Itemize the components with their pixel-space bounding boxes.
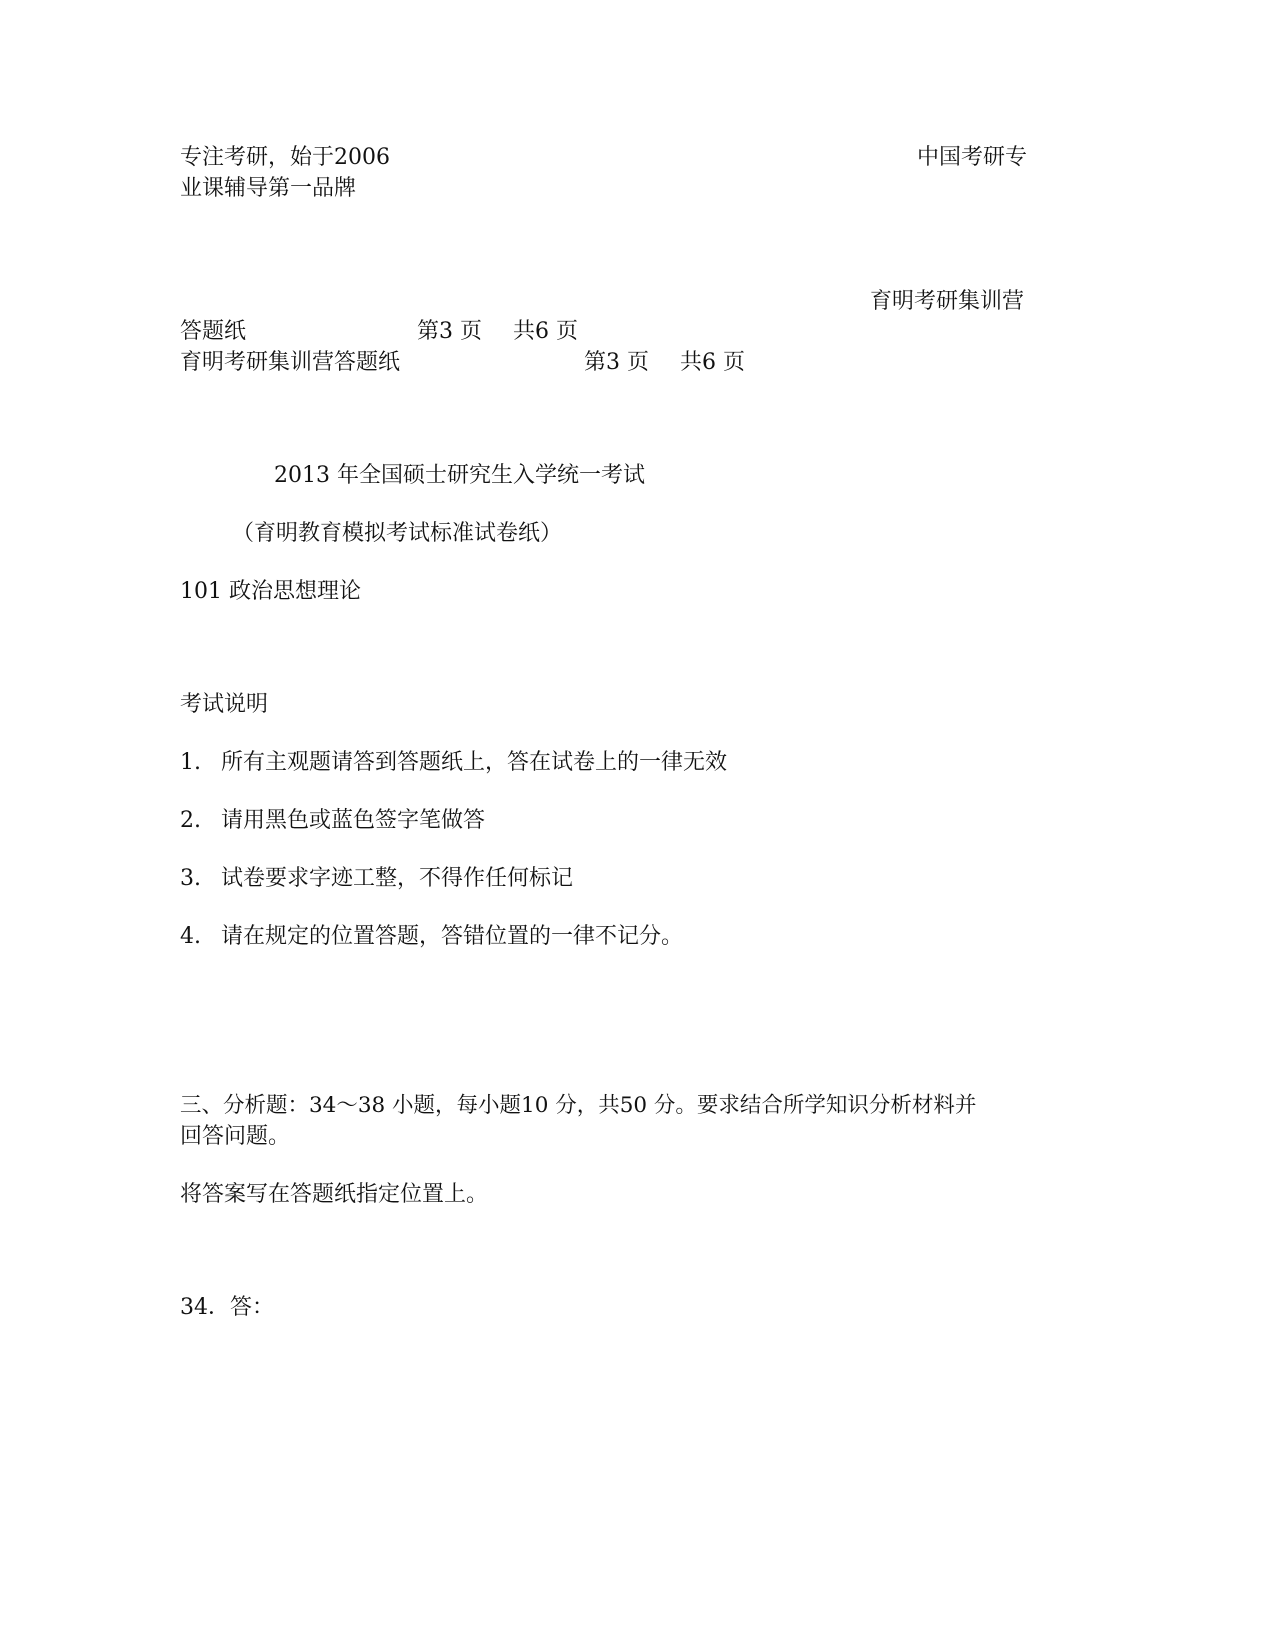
sheet-label-2: 育明考研集训营答题纸	[180, 350, 401, 375]
header-camp-name: 育明考研集训营	[870, 289, 1025, 314]
section-heading-wrap: 回答问题。	[180, 1124, 291, 1149]
exam-subject: 101 政治思想理论	[180, 579, 361, 604]
answer-label: 34．答：	[180, 1295, 274, 1320]
instruction-number: 2.	[180, 808, 201, 833]
instruction-number: 3.	[180, 866, 201, 891]
header-slogan-wrap: 业课辅导第一品牌	[180, 176, 357, 201]
sheet-total-1: 共6 页	[513, 319, 578, 344]
instruction-text: 试卷要求字迹工整，不得作任何标记	[221, 866, 574, 891]
sheet-page-2: 第3 页	[584, 350, 649, 375]
instruction-text: 请用黑色或蓝色签字笔做答	[221, 808, 486, 833]
instruction-number: 4.	[180, 924, 201, 949]
instruction-text: 所有主观题请答到答题纸上，答在试卷上的一律无效	[221, 750, 728, 775]
exam-subtitle: （育明教育模拟考试标准试卷纸）	[232, 521, 563, 546]
header-slogan-left: 专注考研，始于2006	[180, 145, 390, 170]
header-slogan-right: 中国考研专	[917, 145, 1028, 170]
instruction-text: 请在规定的位置答题，答错位置的一律不记分。	[221, 924, 684, 949]
sheet-label-1: 答题纸	[180, 319, 247, 344]
instruction-number: 1.	[180, 750, 201, 775]
instructions-heading: 考试说明	[180, 692, 269, 717]
sheet-page-1: 第3 页	[417, 319, 482, 344]
section-heading: 三、分析题：34～38 小题，每小题10 分，共50 分。要求结合所学知识分析材料并	[180, 1093, 977, 1118]
sheet-total-2: 共6 页	[680, 350, 745, 375]
exam-title: 2013 年全国硕士研究生入学统一考试	[274, 463, 645, 488]
section-note: 将答案写在答题纸指定位置上。	[180, 1182, 489, 1207]
